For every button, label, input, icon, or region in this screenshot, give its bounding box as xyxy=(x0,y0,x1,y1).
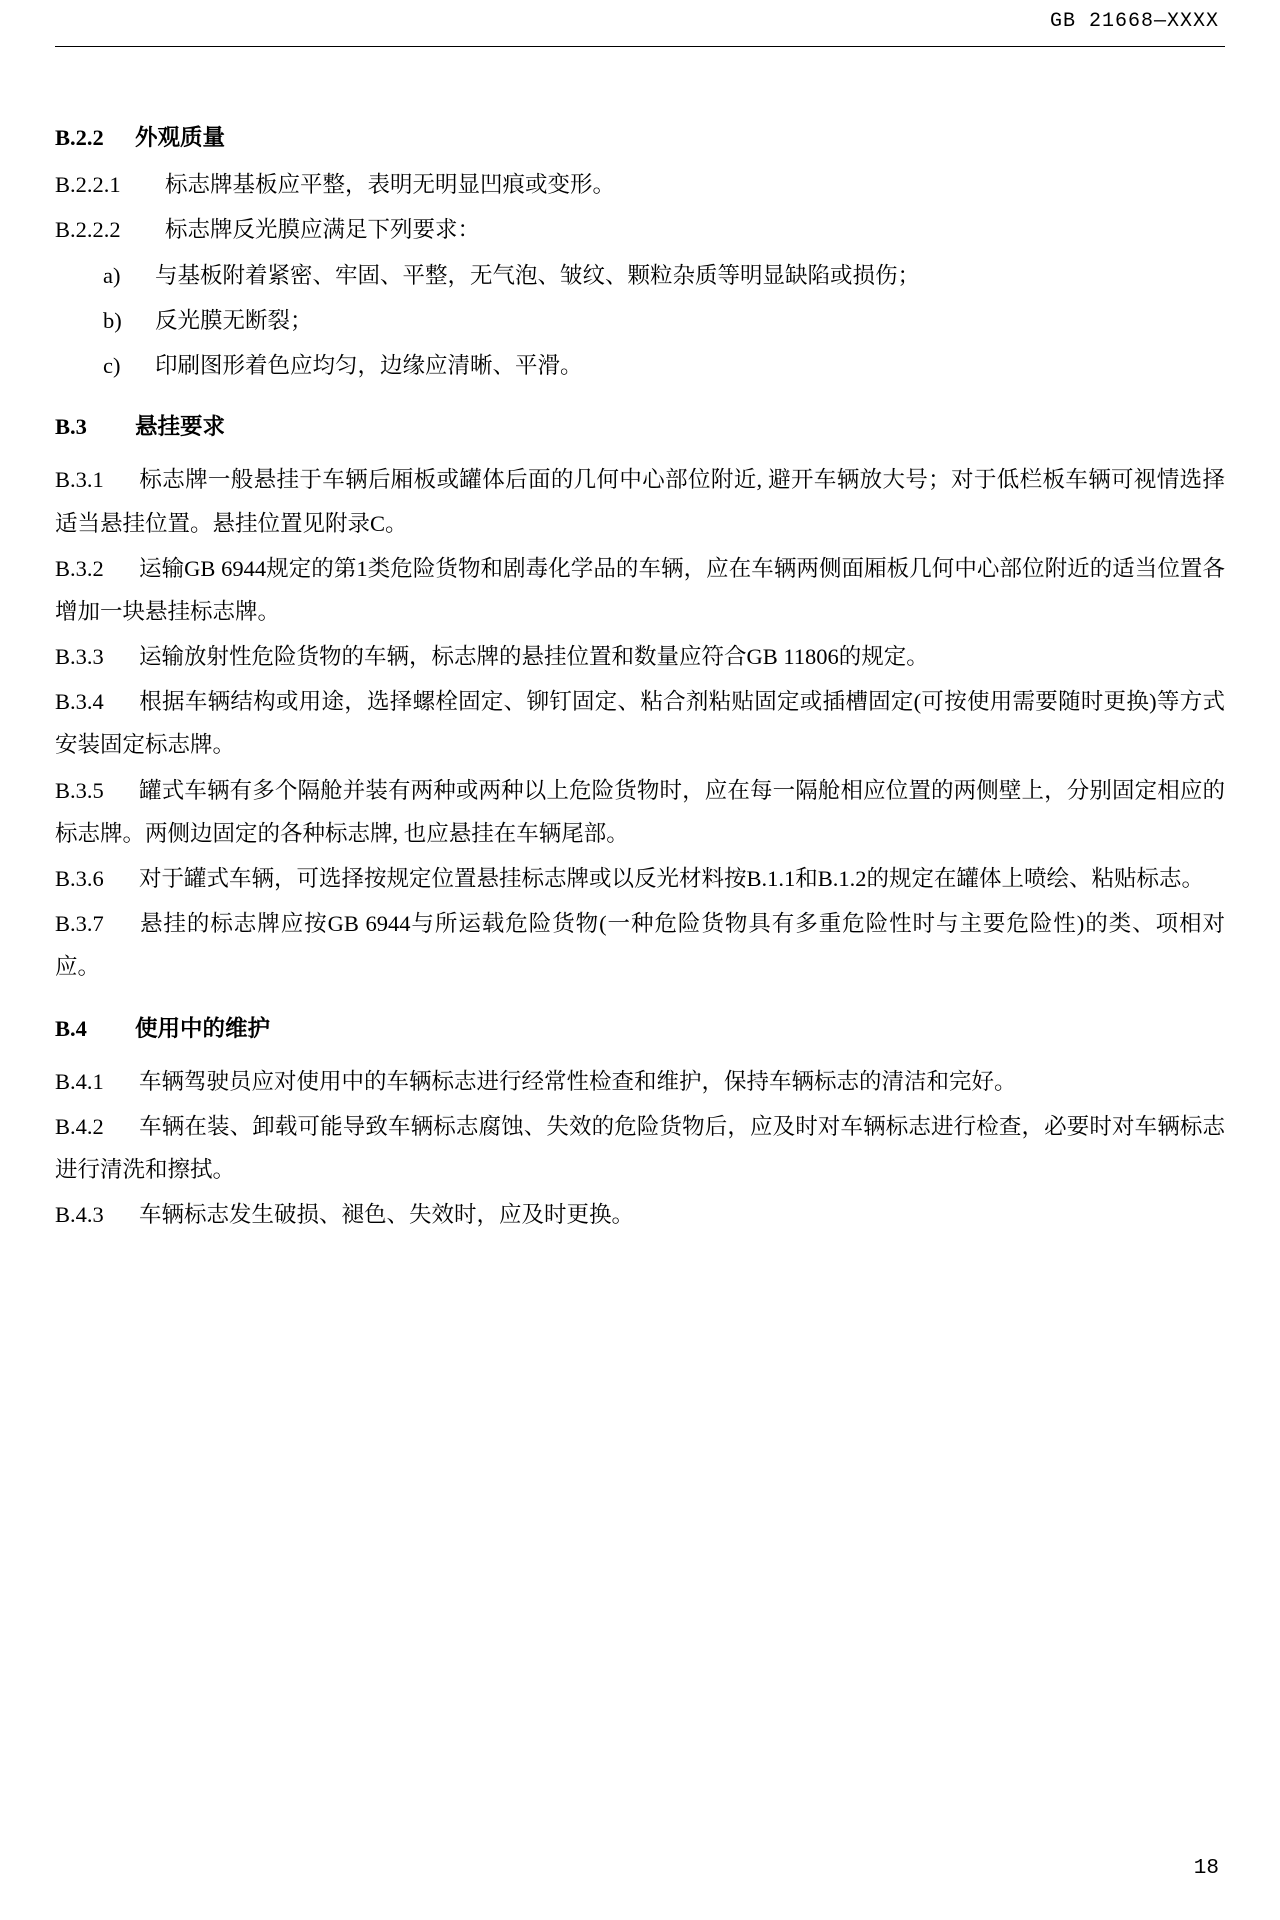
clause-b-3-3 xyxy=(55,635,1225,678)
clause-b-3-4 xyxy=(55,680,1225,766)
clause-b-2-2-2-number: B.2.2.2 xyxy=(55,217,121,243)
clause-b-3-6-number: B.3.6 xyxy=(55,866,104,891)
header-divider xyxy=(55,46,1225,47)
clause-b-3-2-number: B.3.2 xyxy=(55,555,104,581)
standard-code: GB 21668—XXXX xyxy=(1049,10,1219,33)
list-item-marker: a) xyxy=(103,262,121,288)
heading-b-3 xyxy=(55,405,1225,448)
clause-b-4-2-number: B.4.2 xyxy=(55,1113,104,1139)
clause-b-2-2-1-text: 标志牌基板应平整，表明无明显凹痕或变形。 xyxy=(165,172,616,198)
list-item-text: 反光膜无断裂； xyxy=(155,307,313,333)
clause-b-4-3-number: B.4.3 xyxy=(55,1202,104,1228)
document-body xyxy=(55,116,1225,1237)
clause-b-3-4-text: 根据车辆结构或用途，选择螺栓固定、铆钉固定、粘合剂粘贴固定或插槽固定(可按使用需要随时更换)等方式安装固定标志牌。 xyxy=(55,689,1225,758)
clause-b-3-5 xyxy=(55,769,1225,855)
heading-b-4-text: 使用中的维护 xyxy=(135,1015,271,1041)
list-item-marker: c) xyxy=(103,352,121,378)
list-item xyxy=(55,344,1225,387)
clause-b-2-2-2 xyxy=(55,208,1225,251)
clause-b-3-5-text: 罐式车辆有多个隔舱并装有两种或两种以上危险货物时，应在每一隔舱相应位置的两侧壁上，分别固定相应的标志牌。两侧边固定的各种标志牌, 也应悬挂在车辆尾部。 xyxy=(55,777,1225,846)
list-item-text: 与基板附着紧密、牢固、平整，无气泡、皱纹、颗粒杂质等明显缺陷或损伤； xyxy=(155,262,921,288)
clause-b-2-2-1-number: B.2.2.1 xyxy=(55,172,121,198)
clause-b-3-7-text: 悬挂的标志牌应按GB 6944与所运载危险货物(一种危险货物具有多重危险性时与主要危险性)的类、项相对应。 xyxy=(55,911,1225,980)
clause-b-3-5-number: B.3.5 xyxy=(55,777,104,803)
clause-b-4-3 xyxy=(55,1193,1225,1236)
list-item xyxy=(55,299,1225,342)
clause-b-3-3-number: B.3.3 xyxy=(55,644,104,670)
clause-b-2-2-2-text: 标志牌反光膜应满足下列要求： xyxy=(165,217,481,243)
heading-b-4-number: B.4 xyxy=(55,1015,87,1041)
clause-b-3-7 xyxy=(55,902,1225,988)
clause-b-4-1-number: B.4.1 xyxy=(55,1068,104,1094)
clause-b-3-3-text: 运输放射性危险货物的车辆，标志牌的悬挂位置和数量应符合GB 11806的规定。 xyxy=(139,644,929,670)
clause-b-4-1 xyxy=(55,1060,1225,1103)
clause-b-3-4-number: B.3.4 xyxy=(55,689,104,715)
clause-b-4-2 xyxy=(55,1105,1225,1191)
clause-b-3-1-text: 标志牌一般悬挂于车辆后厢板或罐体后面的几何中心部位附近, 避开车辆放大号；对于低栏板车辆可视情选择适当悬挂位置。悬挂位置见附录C。 xyxy=(55,467,1225,536)
heading-b-2-2-text: 外观质量 xyxy=(135,125,226,150)
clause-b-4-3-text: 车辆标志发生破损、褪色、失效时，应及时更换。 xyxy=(139,1202,635,1228)
list-item xyxy=(55,254,1225,297)
list-item-marker: b) xyxy=(103,307,122,333)
page-number: 18 xyxy=(1193,1857,1219,1880)
clause-b-3-2 xyxy=(55,547,1225,633)
heading-b-2-2-number: B.2.2 xyxy=(55,125,104,150)
clause-b-3-1 xyxy=(55,458,1225,544)
heading-b-3-number: B.3 xyxy=(55,414,87,440)
clause-b-3-6 xyxy=(55,857,1225,900)
clause-b-3-2-text: 运输GB 6944规定的第1类危险货物和剧毒化学品的车辆，应在车辆两侧面厢板几何中心部位附近的适当位置各增加一块悬挂标志牌。 xyxy=(55,555,1225,624)
list-item-text: 印刷图形着色应均匀，边缘应清晰、平滑。 xyxy=(155,352,583,378)
page-footer xyxy=(55,1850,1225,1880)
clause-b-4-1-text: 车辆驾驶员应对使用中的车辆标志进行经常性检查和维护，保持车辆标志的清洁和完好。 xyxy=(139,1068,1017,1094)
heading-b-2-2 xyxy=(55,116,1225,159)
clause-b-4-2-text: 车辆在装、卸载可能导致车辆标志腐蚀、失效的危险货物后，应及时对车辆标志进行检查，必要时对车辆标志进行清洗和擦拭。 xyxy=(55,1113,1225,1183)
clause-b-2-2-1 xyxy=(55,163,1225,206)
page-header xyxy=(55,0,1225,56)
clause-b-3-7-number: B.3.7 xyxy=(55,911,104,937)
clause-b-3-1-number: B.3.1 xyxy=(55,467,104,493)
heading-b-4 xyxy=(55,1007,1225,1050)
clause-b-3-6-text: 对于罐式车辆，可选择按规定位置悬挂标志牌或以反光材料按B.1.1和B.1.2的规定在罐体上喷绘、粘贴标志。 xyxy=(139,866,1205,891)
heading-b-3-text: 悬挂要求 xyxy=(135,414,226,440)
